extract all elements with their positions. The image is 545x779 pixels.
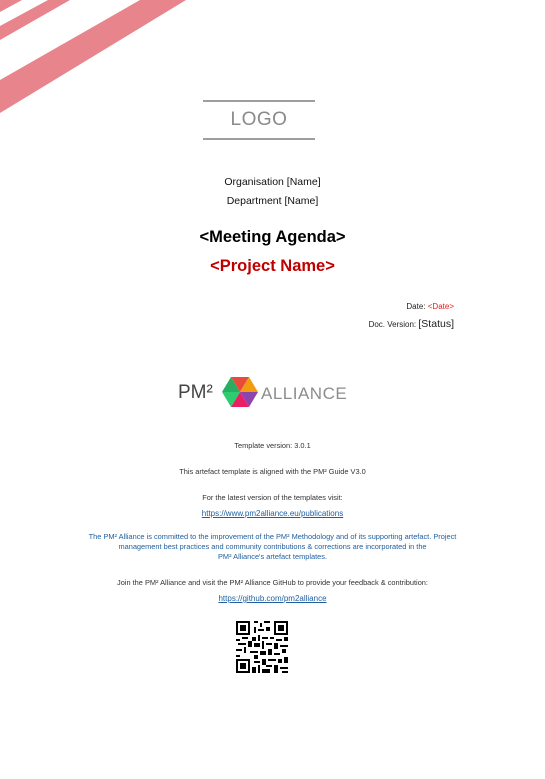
commitment-line: management best practices and community contributions & corrections are incorporated in the — [118, 542, 427, 551]
github-link[interactable]: https://github.com/pm2alliance — [218, 594, 327, 603]
version-value: [Status] — [418, 318, 454, 330]
date-label: Date: — [406, 302, 426, 311]
date-value: <Date> — [427, 302, 454, 311]
logo-placeholder: LOGO — [203, 100, 315, 140]
commitment-line: The PM² Alliance is committed to the improvement of the PM² Methodology and of its supporting artefact. Project — [88, 532, 457, 541]
latest-version-note: For the latest version of the templates visit: — [202, 493, 343, 502]
publications-link[interactable]: https://www.pm2alliance.eu/publications — [201, 509, 344, 518]
join-note: Join the PM² Alliance and visit the PM² Alliance GitHub to provide your feedback & contribution: — [117, 578, 428, 587]
project-name: <Project Name> — [210, 257, 335, 275]
commitment-line: PM² Alliance's artefact templates. — [217, 552, 328, 561]
organisation-block — [0, 173, 545, 211]
pm2-logo-text: PM² — [178, 382, 213, 403]
pm2-alliance-logo — [178, 376, 348, 410]
department-name: Department [Name] — [226, 195, 319, 207]
document-title: <Meeting Agenda> — [199, 228, 346, 246]
aligned-note: This artefact template is aligned with the PM² Guide V3.0 — [179, 467, 366, 476]
corner-decoration — [0, 0, 190, 120]
hexagon-icon — [222, 376, 258, 408]
date-line — [406, 302, 454, 311]
commitment-text — [0, 532, 545, 562]
version-label: Doc. Version: — [368, 320, 417, 329]
qr-code — [236, 621, 288, 673]
organisation-name: Organisation [Name] — [224, 176, 321, 188]
version-line — [369, 318, 454, 330]
alliance-logo-text: ALLIANCE — [261, 384, 348, 403]
template-version: Template version: 3.0.1 — [234, 441, 311, 450]
